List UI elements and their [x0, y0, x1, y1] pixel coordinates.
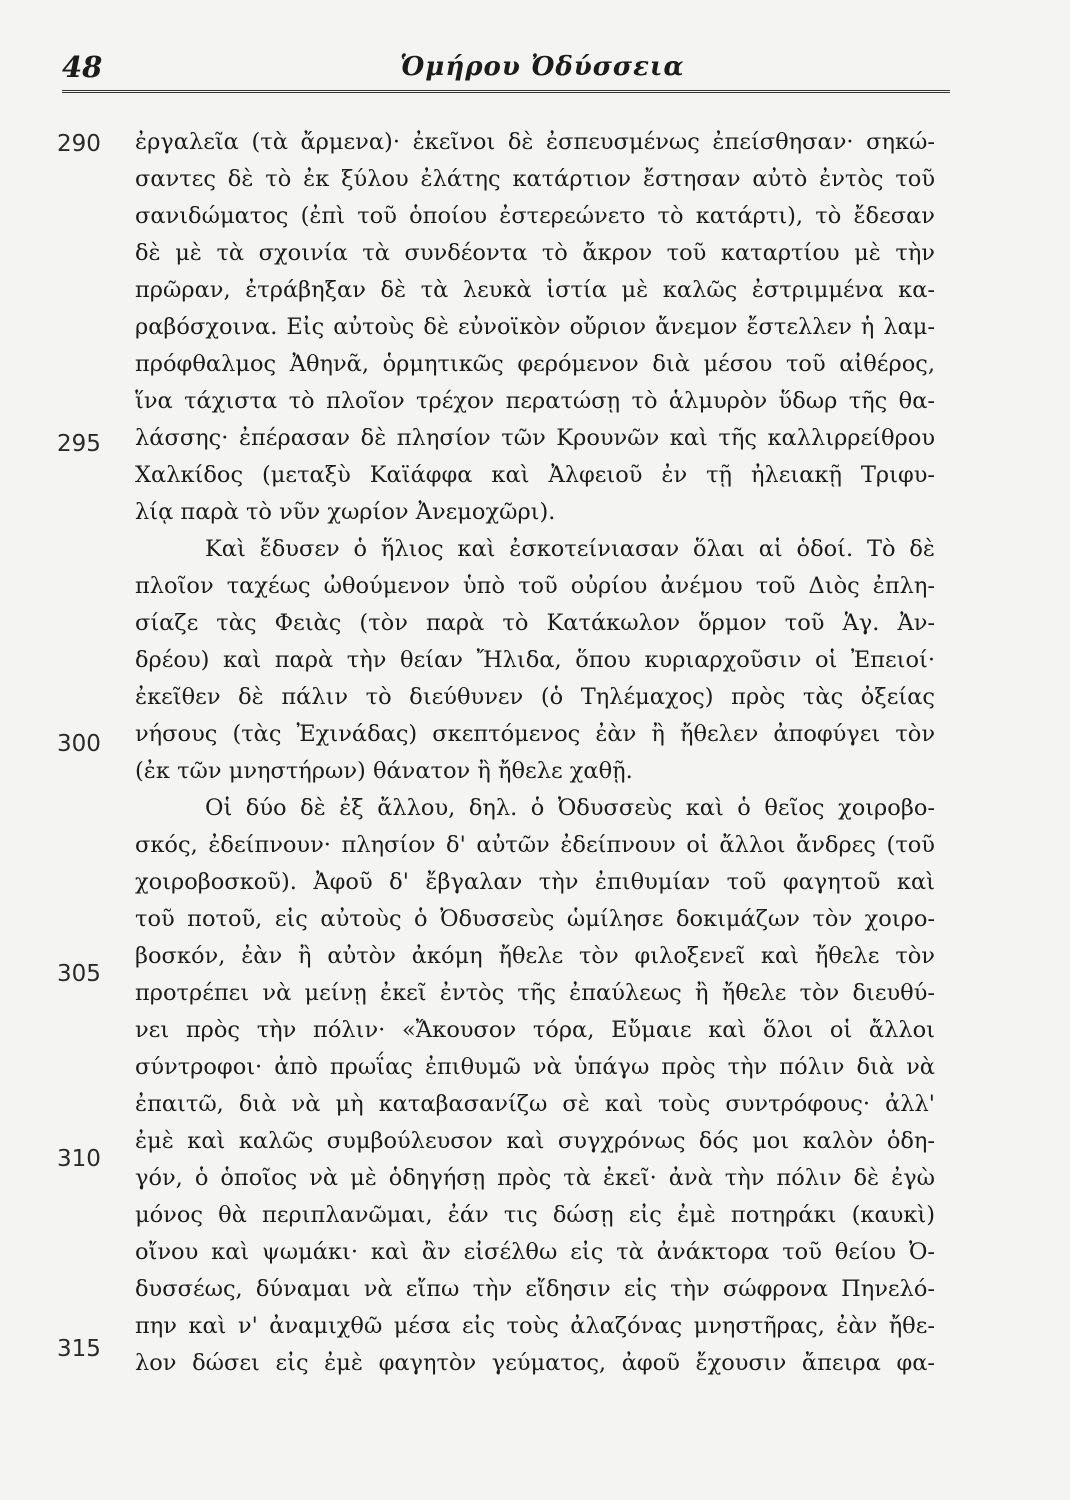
text-line: ραβόσχοινα. Εἰς αὐτοὺς δὲ εὐνοϊκὸν οὔριον ἄνεμον ἔστελλεν ἡ λαμ- [135, 314, 935, 340]
text-line: ἵνα τάχιστα τὸ πλοῖον τρέχον περατώσῃ τὸ ἁλμυρὸν ὕδωρ τῆς θα- [135, 388, 935, 414]
text-line: δυσσέως, δύναμαι νὰ εἴπω τὴν εἴδησιν εἰς τὴν σώφρονα Πηνελό- [135, 1276, 935, 1302]
text-line: ἐκεῖθεν δὲ πάλιν τὸ διεύθυνεν (ὁ Τηλέμαχος) πρὸς τὰς ὀξείας [135, 684, 935, 710]
text-line: σύντροφοι· ἀπὸ πρωΐας ἐπιθυμῶ νὰ ὑπάγω πρὸς τὴν πόλιν διὰ νὰ [135, 1054, 935, 1080]
header-rule [62, 90, 950, 93]
text-line: βοσκόν, ἐὰν ἢ αὐτὸν ἀκόμη ἤθελε τὸν φιλοξενεῖ καὶ ἤθελε τὸν [135, 943, 935, 969]
text-line: χοιροβοσκοῦ). Ἀφοῦ δ' ἔβγαλαν τὴν ἐπιθυμίαν τοῦ φαγητοῦ καὶ [135, 869, 935, 895]
text-line: πρόφθαλμος Ἀθηνᾶ, ὁρμητικῶς φερόμενον διὰ μέσου τοῦ αἰθέρος, [135, 351, 935, 377]
line-number: 290 [57, 131, 101, 157]
text-line: προτρέπει νὰ μείνῃ ἐκεῖ ἐντὸς τῆς ἐπαύλεως ἢ ἤθελε τὸν διευθύ- [135, 980, 935, 1006]
text-line: δὲ μὲ τὰ σχοινία τὰ συνδέοντα τὸ ἄκρον τοῦ καταρτίου μὲ τὴν [135, 240, 935, 266]
text-line: γόν, ὁ ὁποῖος νὰ μὲ ὁδηγήσῃ πρὸς τὰ ἐκεῖ· ἀνὰ τὴν πόλιν δὲ ἐγὼ [135, 1165, 935, 1191]
line-number: 310 [57, 1146, 101, 1172]
text-line: (ἐκ τῶν μνηστήρων) θάνατον ἢ ἤθελε χαθῇ. [135, 758, 633, 784]
text-line: σαντες δὲ τὸ ἐκ ξύλου ἐλάτης κατάρτιον ἔστησαν αὐτὸ ἐντὸς τοῦ [135, 166, 935, 192]
text-line: σκός, ἐδείπνουν· πλησίον δ' αὐτῶν ἐδείπνουν οἱ ἄλλοι ἄνδρες (τοῦ [135, 832, 935, 858]
line-number: 295 [57, 431, 101, 457]
text-line: λον δώσει εἰς ἐμὲ φαγητὸν γεύματος, ἀφοῦ ἔχουσιν ἄπειρα φα- [135, 1350, 935, 1376]
line-number: 300 [57, 731, 101, 757]
running-title: Ὁμήρου Ὀδύσσεια [400, 52, 685, 82]
text-line: νήσους (τὰς Ἐχινάδας) σκεπτόμενος ἐὰν ἢ ἤθελεν ἀποφύγει τὸν [135, 721, 935, 747]
text-line: σίαζε τὰς Φειὰς (τὸν παρὰ τὸ Κατάκωλον ὅρμον τοῦ Ἁγ. Ἀν- [135, 610, 935, 636]
text-line: σανιδώματος (ἐπὶ τοῦ ὁποίου ἐστερεώνετο τὸ κατάρτι), τὸ ἔδεσαν [135, 203, 935, 229]
text-line: πρῶραν, ἐτράβηξαν δὲ τὰ λευκὰ ἱστία μὲ καλῶς ἐστριμμένα κα- [135, 277, 935, 303]
text-line: ἐργαλεῖα (τὰ ἄρμενα)· ἐκεῖνοι δὲ ἐσπευσμένως ἐπείσθησαν· σηκώ- [135, 129, 935, 155]
text-line: ἐμὲ καὶ καλῶς συμβούλευσον καὶ συγχρόνως δός μοι καλὸν ὁδη- [135, 1128, 935, 1154]
line-number: 315 [57, 1336, 101, 1362]
text-line: Οἱ δύο δὲ ἐξ ἄλλου, δηλ. ὁ Ὀδυσσεὺς καὶ ὁ θεῖος χοιροβο- [205, 795, 935, 821]
line-number: 305 [57, 961, 101, 987]
text-line: νει πρὸς τὴν πόλιν· «Ἄκουσον τόρα, Εὔμαιε καὶ ὅλοι οἱ ἄλλοι [135, 1017, 935, 1043]
text-line: πην καὶ ν' ἀναμιχθῶ μέσα εἰς τοὺς ἀλαζόνας μνηστῆρας, ἐὰν ἤθε- [135, 1313, 935, 1339]
text-line: δρέου) καὶ παρὰ τὴν θείαν Ἤλιδα, ὅπου κυριαρχοῦσιν οἱ Ἐπειοί· [135, 647, 935, 673]
text-line: Καὶ ἔδυσεν ὁ ἥλιος καὶ ἐσκοτείνιασαν ὅλαι αἱ ὁδοί. Τὸ δὲ [205, 536, 935, 562]
text-line: Χαλκίδος (μεταξὺ Καϊάφφα καὶ Ἀλφειοῦ ἐν τῇ ἠλειακῇ Τριφυ- [135, 462, 935, 488]
text-line: λάσσης· ἐπέρασαν δὲ πλησίον τῶν Κρουνῶν καὶ τῆς καλλιρρείθρου [135, 425, 935, 451]
text-line: μόνος θὰ περιπλανῶμαι, ἐάν τις δώσῃ εἰς ἐμὲ ποτηράκι (καυκὶ) [135, 1202, 935, 1228]
text-line: τοῦ ποτοῦ, εἰς αὐτοὺς ὁ Ὀδυσσεὺς ὡμίλησε δοκιμάζων τὸν χοιρο- [135, 906, 935, 932]
page-number: 48 [62, 50, 103, 84]
text-line: λίᾳ παρὰ τὸ νῦν χωρίον Ἀνεμοχῶρι). [135, 499, 556, 525]
text-line: πλοῖον ταχέως ὠθούμενον ὑπὸ τοῦ οὐρίου ἀνέμου τοῦ Διὸς ἐπλη- [135, 573, 935, 599]
text-line: ἐπαιτῶ, διὰ νὰ μὴ καταβασανίζω σὲ καὶ τοὺς συντρόφους· ἀλλ' [135, 1091, 935, 1117]
text-line: οἴνου καὶ ψωμάκι· καὶ ἂν εἰσέλθω εἰς τὰ ἀνάκτορα τοῦ θείου Ὀ- [135, 1239, 935, 1265]
